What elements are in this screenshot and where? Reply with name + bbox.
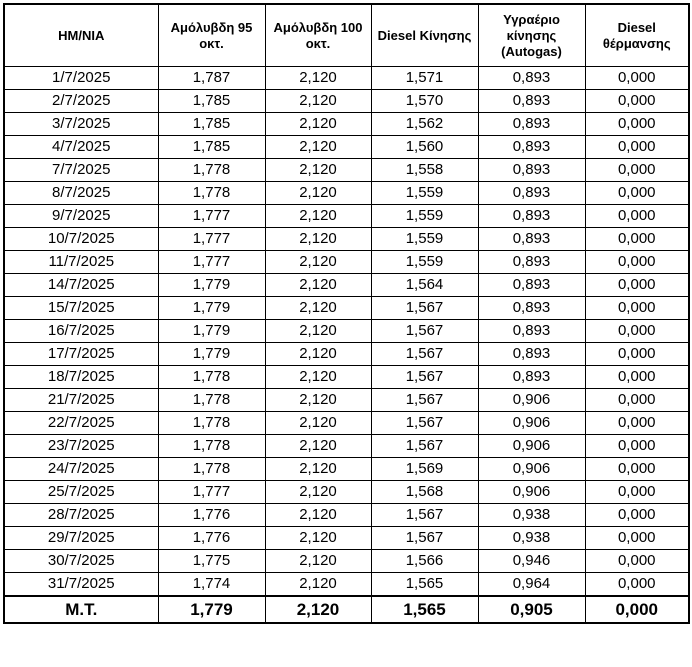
autogas-cell: 0,893 <box>478 274 585 297</box>
diesel-motion-cell: 1,565 <box>371 573 478 597</box>
unleaded-100-cell: 2,120 <box>265 412 371 435</box>
unleaded-95-cell: 1,777 <box>158 228 265 251</box>
average-diesel-motion: 1,565 <box>371 596 478 623</box>
header-unleaded-100: Αμόλυβδη 100 οκτ. <box>265 4 371 67</box>
diesel-motion-cell: 1,567 <box>371 320 478 343</box>
autogas-cell: 0,906 <box>478 435 585 458</box>
diesel-motion-cell: 1,567 <box>371 389 478 412</box>
diesel-motion-cell: 1,568 <box>371 481 478 504</box>
heating-diesel-cell: 0,000 <box>585 67 689 90</box>
autogas-cell: 0,893 <box>478 251 585 274</box>
unleaded-100-cell: 2,120 <box>265 251 371 274</box>
autogas-cell: 0,893 <box>478 297 585 320</box>
date-cell: 28/7/2025 <box>4 504 158 527</box>
date-cell: 14/7/2025 <box>4 274 158 297</box>
heating-diesel-cell: 0,000 <box>585 251 689 274</box>
diesel-motion-cell: 1,559 <box>371 251 478 274</box>
date-cell: 4/7/2025 <box>4 136 158 159</box>
table-row <box>4 389 689 412</box>
unleaded-95-cell: 1,778 <box>158 159 265 182</box>
autogas-cell: 0,906 <box>478 389 585 412</box>
unleaded-100-cell: 2,120 <box>265 90 371 113</box>
date-cell: 22/7/2025 <box>4 412 158 435</box>
table-row <box>4 504 689 527</box>
unleaded-95-cell: 1,785 <box>158 136 265 159</box>
autogas-cell: 0,893 <box>478 366 585 389</box>
unleaded-95-cell: 1,774 <box>158 573 265 597</box>
date-cell: 18/7/2025 <box>4 366 158 389</box>
heating-diesel-cell: 0,000 <box>585 205 689 228</box>
table-row <box>4 297 689 320</box>
date-cell: 25/7/2025 <box>4 481 158 504</box>
unleaded-100-cell: 2,120 <box>265 228 371 251</box>
unleaded-100-cell: 2,120 <box>265 113 371 136</box>
heating-diesel-cell: 0,000 <box>585 136 689 159</box>
heating-diesel-cell: 0,000 <box>585 458 689 481</box>
date-cell: 30/7/2025 <box>4 550 158 573</box>
date-cell: 15/7/2025 <box>4 297 158 320</box>
table-row <box>4 481 689 504</box>
unleaded-95-cell: 1,777 <box>158 251 265 274</box>
header-autogas: Υγραέριο κίνησης (Autogas) <box>478 4 585 67</box>
table-row <box>4 67 689 90</box>
unleaded-95-cell: 1,779 <box>158 343 265 366</box>
autogas-cell: 0,893 <box>478 159 585 182</box>
unleaded-100-cell: 2,120 <box>265 458 371 481</box>
heating-diesel-cell: 0,000 <box>585 481 689 504</box>
heating-diesel-cell: 0,000 <box>585 90 689 113</box>
unleaded-95-cell: 1,779 <box>158 274 265 297</box>
table-row <box>4 228 689 251</box>
autogas-cell: 0,893 <box>478 320 585 343</box>
autogas-cell: 0,893 <box>478 113 585 136</box>
average-label: Μ.Τ. <box>4 596 158 623</box>
table-row <box>4 205 689 228</box>
unleaded-95-cell: 1,787 <box>158 67 265 90</box>
autogas-cell: 0,964 <box>478 573 585 597</box>
diesel-motion-cell: 1,567 <box>371 297 478 320</box>
unleaded-100-cell: 2,120 <box>265 136 371 159</box>
autogas-cell: 0,893 <box>478 205 585 228</box>
unleaded-100-cell: 2,120 <box>265 67 371 90</box>
autogas-cell: 0,906 <box>478 458 585 481</box>
date-cell: 17/7/2025 <box>4 343 158 366</box>
table-row <box>4 274 689 297</box>
autogas-cell: 0,893 <box>478 228 585 251</box>
date-cell: 16/7/2025 <box>4 320 158 343</box>
heating-diesel-cell: 0,000 <box>585 527 689 550</box>
fuel-price-table-container <box>3 3 690 624</box>
unleaded-100-cell: 2,120 <box>265 550 371 573</box>
date-cell: 11/7/2025 <box>4 251 158 274</box>
diesel-motion-cell: 1,559 <box>371 182 478 205</box>
date-cell: 7/7/2025 <box>4 159 158 182</box>
table-row <box>4 90 689 113</box>
autogas-cell: 0,906 <box>478 412 585 435</box>
diesel-motion-cell: 1,567 <box>371 504 478 527</box>
autogas-cell: 0,893 <box>478 67 585 90</box>
average-unleaded-100: 2,120 <box>265 596 371 623</box>
heating-diesel-cell: 0,000 <box>585 274 689 297</box>
table-row <box>4 550 689 573</box>
table-row <box>4 412 689 435</box>
heating-diesel-cell: 0,000 <box>585 343 689 366</box>
diesel-motion-cell: 1,566 <box>371 550 478 573</box>
date-cell: 1/7/2025 <box>4 67 158 90</box>
diesel-motion-cell: 1,567 <box>371 412 478 435</box>
unleaded-100-cell: 2,120 <box>265 182 371 205</box>
autogas-cell: 0,946 <box>478 550 585 573</box>
autogas-cell: 0,893 <box>478 182 585 205</box>
table-row <box>4 343 689 366</box>
unleaded-95-cell: 1,778 <box>158 389 265 412</box>
diesel-motion-cell: 1,558 <box>371 159 478 182</box>
unleaded-100-cell: 2,120 <box>265 205 371 228</box>
date-cell: 8/7/2025 <box>4 182 158 205</box>
unleaded-95-cell: 1,785 <box>158 90 265 113</box>
unleaded-95-cell: 1,778 <box>158 182 265 205</box>
diesel-motion-cell: 1,562 <box>371 113 478 136</box>
heating-diesel-cell: 0,000 <box>585 412 689 435</box>
unleaded-100-cell: 2,120 <box>265 573 371 597</box>
table-body <box>4 67 689 597</box>
unleaded-95-cell: 1,778 <box>158 412 265 435</box>
fuel-price-table <box>3 3 690 624</box>
unleaded-95-cell: 1,779 <box>158 320 265 343</box>
table-row <box>4 251 689 274</box>
date-cell: 3/7/2025 <box>4 113 158 136</box>
unleaded-100-cell: 2,120 <box>265 343 371 366</box>
heating-diesel-cell: 0,000 <box>585 573 689 597</box>
header-date: ΗΜ/ΝΙΑ <box>4 4 158 67</box>
table-row <box>4 573 689 597</box>
table-row <box>4 435 689 458</box>
date-cell: 23/7/2025 <box>4 435 158 458</box>
heating-diesel-cell: 0,000 <box>585 504 689 527</box>
unleaded-100-cell: 2,120 <box>265 159 371 182</box>
unleaded-100-cell: 2,120 <box>265 389 371 412</box>
autogas-cell: 0,893 <box>478 136 585 159</box>
diesel-motion-cell: 1,567 <box>371 527 478 550</box>
diesel-motion-cell: 1,567 <box>371 435 478 458</box>
average-unleaded-95: 1,779 <box>158 596 265 623</box>
unleaded-100-cell: 2,120 <box>265 481 371 504</box>
date-cell: 10/7/2025 <box>4 228 158 251</box>
unleaded-95-cell: 1,777 <box>158 205 265 228</box>
diesel-motion-cell: 1,564 <box>371 274 478 297</box>
unleaded-95-cell: 1,778 <box>158 435 265 458</box>
diesel-motion-cell: 1,559 <box>371 205 478 228</box>
unleaded-95-cell: 1,776 <box>158 504 265 527</box>
header-diesel-motion: Diesel Κίνησης <box>371 4 478 67</box>
diesel-motion-cell: 1,567 <box>371 366 478 389</box>
date-cell: 2/7/2025 <box>4 90 158 113</box>
diesel-motion-cell: 1,570 <box>371 90 478 113</box>
table-row <box>4 320 689 343</box>
autogas-cell: 0,938 <box>478 504 585 527</box>
unleaded-100-cell: 2,120 <box>265 504 371 527</box>
heating-diesel-cell: 0,000 <box>585 389 689 412</box>
diesel-motion-cell: 1,569 <box>371 458 478 481</box>
diesel-motion-cell: 1,567 <box>371 343 478 366</box>
heating-diesel-cell: 0,000 <box>585 366 689 389</box>
unleaded-95-cell: 1,778 <box>158 458 265 481</box>
autogas-cell: 0,893 <box>478 90 585 113</box>
date-cell: 21/7/2025 <box>4 389 158 412</box>
table-row <box>4 113 689 136</box>
unleaded-100-cell: 2,120 <box>265 435 371 458</box>
diesel-motion-cell: 1,571 <box>371 67 478 90</box>
unleaded-100-cell: 2,120 <box>265 320 371 343</box>
unleaded-100-cell: 2,120 <box>265 366 371 389</box>
date-cell: 31/7/2025 <box>4 573 158 597</box>
table-row <box>4 366 689 389</box>
diesel-motion-cell: 1,560 <box>371 136 478 159</box>
date-cell: 9/7/2025 <box>4 205 158 228</box>
date-cell: 24/7/2025 <box>4 458 158 481</box>
unleaded-95-cell: 1,778 <box>158 366 265 389</box>
unleaded-100-cell: 2,120 <box>265 274 371 297</box>
header-unleaded-95: Αμόλυβδη 95 οκτ. <box>158 4 265 67</box>
unleaded-95-cell: 1,785 <box>158 113 265 136</box>
date-cell: 29/7/2025 <box>4 527 158 550</box>
average-autogas: 0,905 <box>478 596 585 623</box>
unleaded-95-cell: 1,775 <box>158 550 265 573</box>
unleaded-100-cell: 2,120 <box>265 297 371 320</box>
unleaded-95-cell: 1,777 <box>158 481 265 504</box>
table-row <box>4 136 689 159</box>
table-row <box>4 159 689 182</box>
table-row <box>4 458 689 481</box>
average-heating-diesel: 0,000 <box>585 596 689 623</box>
heating-diesel-cell: 0,000 <box>585 297 689 320</box>
heating-diesel-cell: 0,000 <box>585 228 689 251</box>
table-row <box>4 182 689 205</box>
heating-diesel-cell: 0,000 <box>585 320 689 343</box>
heating-diesel-cell: 0,000 <box>585 182 689 205</box>
heating-diesel-cell: 0,000 <box>585 159 689 182</box>
diesel-motion-cell: 1,559 <box>371 228 478 251</box>
autogas-cell: 0,893 <box>478 343 585 366</box>
header-row <box>4 4 689 67</box>
heating-diesel-cell: 0,000 <box>585 435 689 458</box>
autogas-cell: 0,906 <box>478 481 585 504</box>
heating-diesel-cell: 0,000 <box>585 550 689 573</box>
heating-diesel-cell: 0,000 <box>585 113 689 136</box>
unleaded-95-cell: 1,776 <box>158 527 265 550</box>
autogas-cell: 0,938 <box>478 527 585 550</box>
unleaded-100-cell: 2,120 <box>265 527 371 550</box>
header-heating-diesel: Diesel θέρμανσης <box>585 4 689 67</box>
average-row <box>4 596 689 623</box>
unleaded-95-cell: 1,779 <box>158 297 265 320</box>
table-row <box>4 527 689 550</box>
